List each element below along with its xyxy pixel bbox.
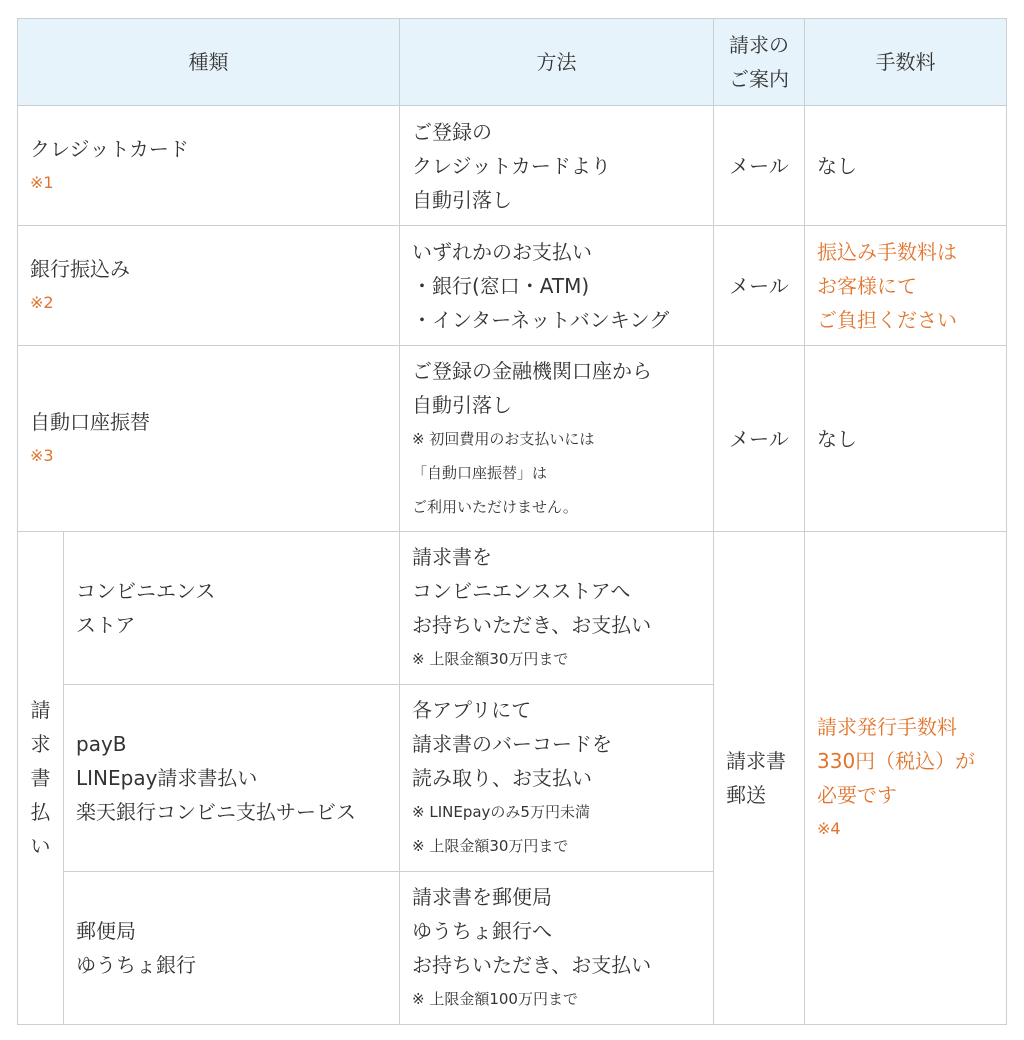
type-cell xyxy=(18,226,400,346)
fee-cell: なし xyxy=(805,346,1007,532)
method-cell: 各アプリにて 請求書のバーコードを 読み取り、お支払い ※ LINEpayのみ5万円未満 ※ 上限金額30万円まで xyxy=(400,685,714,872)
method-cell: いずれかのお支払い ・銀行(窓口・ATM) ・インターネットバンキング xyxy=(400,226,714,346)
type-label: 銀行振込み xyxy=(30,256,130,281)
method-cell: ご登録の クレジットカードより 自動引落し xyxy=(400,106,714,226)
table-row-bank xyxy=(18,226,1007,346)
footnote-mark: ※4 xyxy=(817,819,841,838)
guide-cell: メール xyxy=(714,226,805,346)
type-label: クレジットカード xyxy=(30,136,189,161)
method-cell: 請求書を コンビニエンスストアへ お持ちいただき、お支払い ※ 上限金額30万円まで xyxy=(400,532,714,685)
type-cell: payB LINEpay請求書払い 楽天銀行コンビニ支払サービス xyxy=(64,685,400,872)
invoice-group-cell: 請 求 書 払 い xyxy=(18,532,64,1025)
guide-cell: メール xyxy=(714,346,805,532)
header-row xyxy=(18,19,1007,106)
method-cell: 請求書を郵便局 ゆうちょ銀行へ お持ちいただき、お支払い ※ 上限金額100万円まで xyxy=(400,872,714,1025)
type-label: 自動口座振替 xyxy=(30,409,150,434)
table-row-credit xyxy=(18,106,1007,226)
type-cell xyxy=(18,346,400,532)
guide-cell: 請求書 郵送 xyxy=(714,532,805,1025)
footnote-mark: ※3 xyxy=(30,445,54,465)
footnote-mark: ※2 xyxy=(30,292,54,312)
table-row-debit xyxy=(18,346,1007,532)
fee-cell: なし xyxy=(805,106,1007,226)
footnote-mark: ※1 xyxy=(30,172,54,192)
fee-cell: 振込み手数料は お客様にて ご負担ください xyxy=(805,226,1007,346)
type-cell xyxy=(18,106,400,226)
guide-cell: メール xyxy=(714,106,805,226)
type-cell: 郵便局 ゆうちょ銀行 xyxy=(64,872,400,1025)
header-type: 種類 xyxy=(18,19,400,106)
fee-cell: 請求発行手数料 330円（税込）が 必要です ※4 xyxy=(805,532,1007,1025)
type-cell: コンビニエンス ストア xyxy=(64,532,400,685)
header-guide: 請求の ご案内 xyxy=(714,19,805,106)
header-method: 方法 xyxy=(400,19,714,106)
method-cell: ご登録の金融機関口座から 自動引落し ※ 初回費用のお支払いには 「自動口座振替」は ご利用いただけません。 xyxy=(400,346,714,532)
payment-methods-table xyxy=(17,18,1007,1025)
table-row-conv xyxy=(18,532,1007,685)
header-fee: 手数料 xyxy=(805,19,1007,106)
